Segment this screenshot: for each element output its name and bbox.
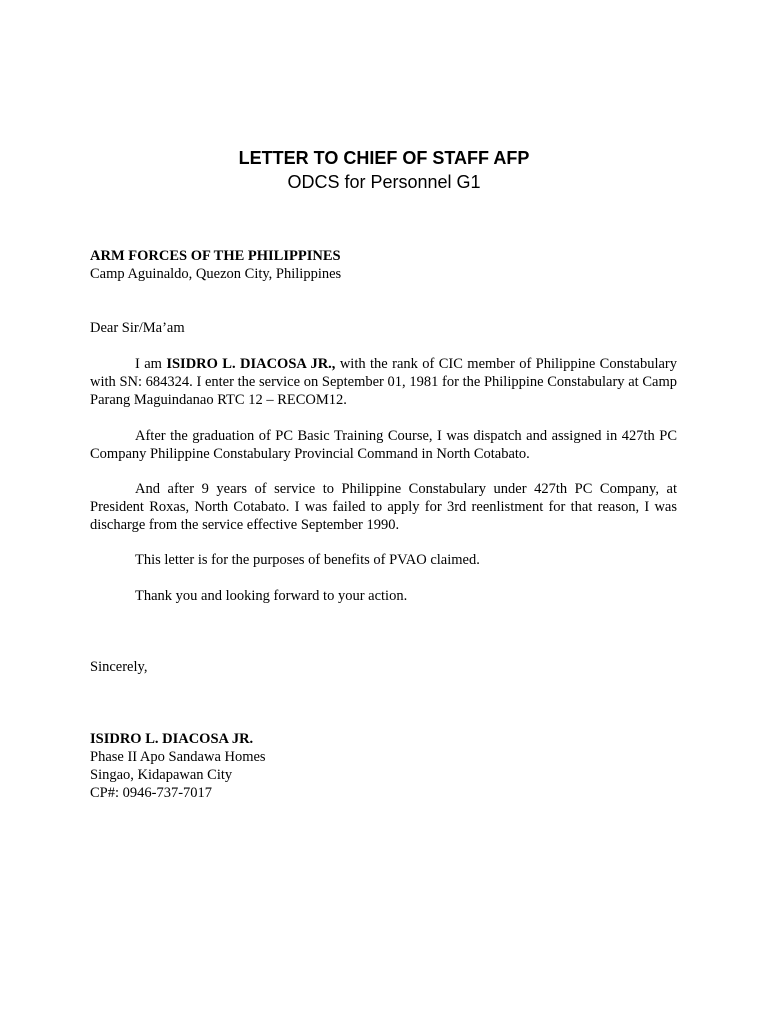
paragraph-3-text: And after 9 years of service to Philippine Constabulary under 427th PC Company, at President Roxas, North Cotabato. I was failed to apply for 3rd reenlistment for that reason, I was discharge from the service effective September 1990. [90,481,677,533]
signature-address-line2: Singao, Kidapawan City [90,767,233,783]
letter-subtitle: ODCS for Personnel G1 [287,172,481,192]
closing: Sincerely, [90,659,148,675]
paragraph-5 [90,587,677,605]
signature-block [90,730,677,802]
paragraph-2-text: After the graduation of PC Basic Training Course, I was dispatch and assigned in 427th PC Company Philippine Constabulary Provincial Command in North Cotabato. [90,428,677,462]
paragraph-1-lead: I am [135,356,167,372]
closing-block [90,658,677,676]
paragraph-4 [90,551,677,569]
paragraph-4-text: This letter is for the purposes of benefits of PVAO claimed. [135,552,480,568]
signature-phone: CP#: 0946-737-7017 [90,785,213,801]
letter-title: LETTER TO CHIEF OF STAFF AFP [238,148,530,168]
signature-address-line1: Phase II Apo Sandawa Homes [90,749,266,765]
recipient-org: ARM FORCES OF THE PHILIPPINES [90,248,341,264]
paragraph-1-rest: with the rank of CIC member of Philippine Constabulary with SN: 684324. I enter the service on September 01, 1981 for the Philippine Constabulary at Camp Parang Maguindanao RTC 12 – RECOM12. [90,356,678,408]
paragraph-1-name: ISIDRO L. DIACOSA JR., [166,356,336,372]
salutation: Dear Sir/Ma’am [90,320,185,336]
paragraph-3 [90,480,677,534]
signature-name: ISIDRO L. DIACOSA JR. [90,731,254,747]
salutation-block [90,319,677,337]
paragraph-5-text: Thank you and looking forward to your action. [135,588,408,604]
paragraph-1 [90,355,677,409]
recipient-address: Camp Aguinaldo, Quezon City, Philippines [90,266,342,282]
recipient-block [90,247,677,283]
paragraph-2 [90,427,677,463]
